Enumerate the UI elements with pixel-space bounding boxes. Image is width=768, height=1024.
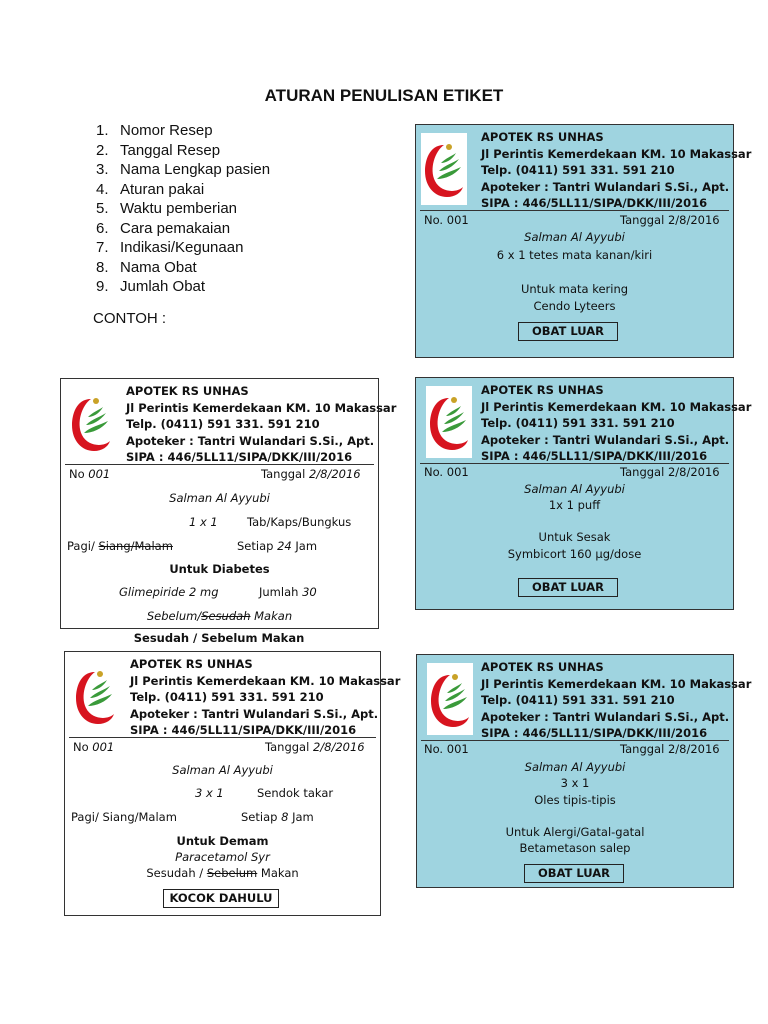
frequency: 3 x 1 [195,786,224,800]
label-tablet [60,378,397,629]
pharmacy-logo-icon [72,660,118,732]
time-of-day: Pagi/ Siang/Malam [71,810,177,824]
external-use-box: OBAT LUAR [518,322,618,341]
indication: Untuk Sesak [538,530,611,544]
pharmacist: Apoteker : Tantri Wulandari S.Si., Apt. [481,709,730,724]
pharmacy-logo-icon [426,386,472,458]
prescription-date: Tanggal 2/8/2016 [261,467,361,481]
pharmacy-address: Jl Perintis Kemerdekaan KM. 10 Makassar [481,146,752,161]
prescription-date: Tanggal 2/8/2016 [620,465,720,479]
prescription-number: No 001 [73,740,115,754]
label-syrup [64,651,401,916]
pharmacy-logo-icon [68,387,114,459]
pharmacy-address: Jl Perintis Kemerdekaan KM. 10 Makassar [481,676,752,691]
patient-name: Salman Al Ayyubi [172,763,273,777]
pharmacy-phone: Telp. (0411) 591 331. 591 210 [481,416,675,430]
pharmacy-name: APOTEK RS UNHAS [481,130,604,144]
pharmacy-address: Jl Perintis Kemerdekaan KM. 10 Makassar [481,399,752,414]
amount: Jumlah 30 [259,585,317,599]
pharmacy-address: Jl Perintis Kemerdekaan KM. 10 Makassar [130,673,401,688]
interval: Setiap 24 Jam [237,539,318,553]
pharmacy-phone: Telp. (0411) 591 331. 591 210 [481,693,675,707]
list-item: 6. Cara pemakaian [96,219,231,237]
pharmacy-name: APOTEK RS UNHAS [481,660,604,674]
divider [65,464,374,465]
list-item: 7. Indikasi/Kegunaan [96,239,244,256]
pharmacy-logo-icon [427,663,473,735]
indication: Untuk mata kering [520,282,629,296]
pharmacy-phone: Telp. (0411) 591 331. 591 210 [130,690,324,704]
drug-name: Betametason salep [519,841,631,855]
pharmacist-license: SIPA : 446/5LL11/SIPA/DKK/III/2016 [481,449,708,463]
pharmacy-logo-icon [421,133,467,205]
pharmacy-phone: Telp. (0411) 591 331. 591 210 [481,163,675,177]
interval: Setiap 8 Jam [241,810,314,824]
dosage-form: Tab/Kaps/Bungkus [247,515,352,529]
pharmacist: Apoteker : Tantri Wulandari S.Si., Apt. [481,432,730,447]
patient-name: Salman Al Ayyubi [524,482,625,496]
prescription-date: Tanggal 2/8/2016 [620,213,720,227]
pharmacist: Apoteker : Tantri Wulandari S.Si., Apt. [481,179,730,194]
rules-list [96,121,270,297]
list-item: 1. Nomor Resep [96,122,213,139]
list-item: 8. Nama Obat [96,258,197,276]
dosage-form: Sendok takar [257,786,334,800]
prescription-date: Tanggal 2/8/2016 [620,742,720,756]
usage: Oles tipis-tipis [534,793,616,807]
pharmacist-license: SIPA : 446/5LL11/SIPA/DKK/III/2016 [126,450,353,464]
pharmacist: Apoteker : Tantri Wulandari S.Si., Apt. [126,433,375,448]
divider [69,737,376,738]
example-heading: CONTOH : [93,310,167,327]
list-item: 2. Tanggal Resep [96,141,221,159]
label-inhaler [415,377,752,610]
external-use-box: OBAT LUAR [524,864,624,883]
pharmacy-address: Jl Perintis Kemerdekaan KM. 10 Makassar [126,400,397,415]
indication: Untuk Demam [176,834,269,848]
prescription-number: No 001 [69,467,111,481]
pharmacy-name: APOTEK RS UNHAS [481,383,604,397]
pharmacist: Apoteker : Tantri Wulandari S.Si., Apt. [130,706,379,721]
indication: Untuk Diabetes [169,562,270,576]
time-of-day: Pagi/ Siang/Malam [67,539,173,553]
pharmacist-license: SIPA : 446/5LL11/SIPA/DKK/III/2016 [481,196,708,210]
indication: Untuk Alergi/Gatal-gatal [505,825,645,839]
dosage: 3 x 1 [560,776,590,790]
external-use-box: OBAT LUAR [518,578,618,597]
pharmacist-license: SIPA : 446/5LL11/SIPA/DKK/III/2016 [130,723,357,737]
list-item: 4. Aturan pakai [96,180,205,198]
label-eye-drops [415,124,752,358]
drug-name: Paracetamol Syr [175,850,270,864]
dosage: 1x 1 puff [548,498,601,512]
meal-timing: Sesudah / Sebelum Makan [146,866,299,880]
meal-timing-caption: Sesudah / Sebelum Makan [133,631,305,645]
drug-name: Cendo Lyteers [533,299,616,313]
divider [420,210,729,211]
prescription-date: Tanggal 2/8/2016 [265,740,365,754]
patient-name: Salman Al Ayyubi [169,491,270,505]
prescription-number: No. 001 [424,742,469,756]
label-ointment [416,654,752,888]
pharmacy-name: APOTEK RS UNHAS [126,384,249,398]
drug-name: Glimepiride 2 mg [119,585,219,599]
list-item: 3. Nama Lengkap pasien [96,161,271,178]
pharmacy-name: APOTEK RS UNHAS [130,657,253,671]
patient-name: Salman Al Ayyubi [524,230,625,244]
page-title: ATURAN PENULISAN ETIKET [264,86,504,105]
dosage: 6 x 1 tetes mata kanan/kiri [496,248,653,262]
prescription-number: No. 001 [424,213,469,227]
pharmacist-license: SIPA : 446/5LL11/SIPA/DKK/III/2016 [481,726,708,740]
frequency: 1 x 1 [189,515,218,529]
drug-name: Symbicort 160 µg/dose [507,547,642,561]
prescription-number: No. 001 [424,465,469,479]
meal-timing: Sebelum/Sesudah Makan [146,609,293,623]
pharmacy-phone: Telp. (0411) 591 331. 591 210 [126,417,320,431]
list-item: 9. Jumlah Obat [96,278,206,295]
shake-well-box: KOCOK DAHULU [163,889,279,908]
patient-name: Salman Al Ayyubi [524,760,626,774]
list-item: 5. Waktu pemberian [96,200,237,217]
